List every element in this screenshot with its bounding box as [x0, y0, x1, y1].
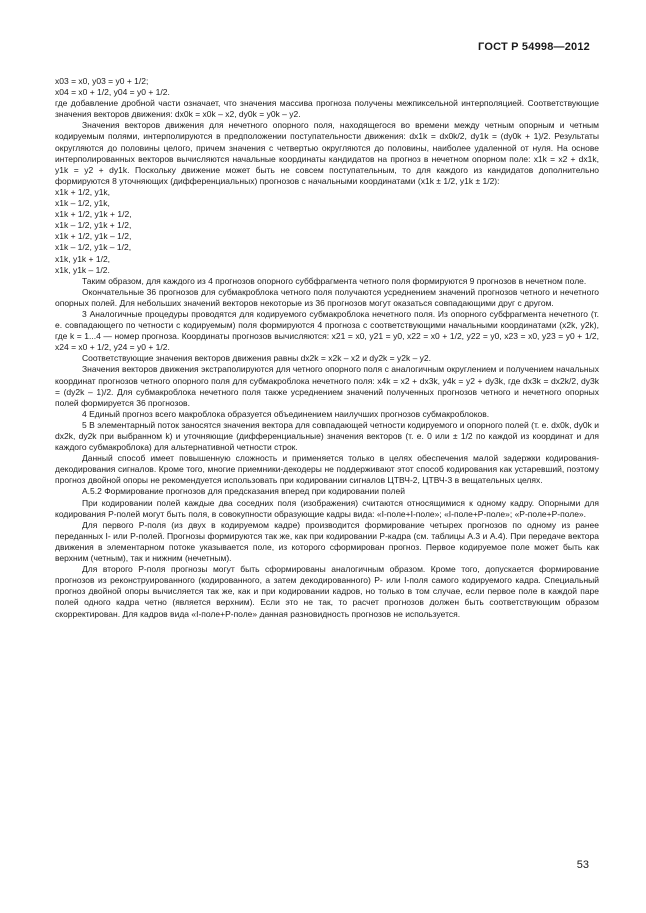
formula-item: x1k + 1/2, y1k, — [55, 186, 111, 197]
paragraph: 5 В элементарный поток заносятся значения вектора для совпадающей четности кодируемого и опорного полей (т. е. dx0k, dy0k и dx2k, dy2k при выбранном k) и уточняющие (дифференциальные) значения векторов (т. е. 0 или ± 1/2 по каждой из координат и для каждого субмакроблока) для альтернативной четности строк. — [55, 419, 599, 453]
section-heading: А.5.2 Формирование прогнозов для предсказания вперед при кодировании полей — [82, 486, 405, 497]
formula-item: x1k, y1k + 1/2, — [55, 253, 111, 264]
paragraph: Окончательные 36 прогнозов для субмакроблока четного поля получаются усреднением значений прогнозов четного и нечетного опорных полей. Для небольших значений векторов некоторые из 36 прогнозов могут оказаться совпадающими друг с другом. — [55, 286, 599, 308]
paragraph: где добавление дробной части означает, что значения массива прогноза получены межпиксельной интерполяцией. Соответствующие значения векторов движения: dx0k = x0k – x2, dy0k = y0k – y2. — [55, 98, 599, 120]
standard-header: ГОСТ Р 54998—2012 — [478, 41, 590, 53]
formula-item: x1k – 1/2, y1k + 1/2, — [55, 220, 132, 231]
paragraph: 4 Единый прогноз всего макроблока образуется объединением наилучших прогнозов субмакроблоков. — [82, 408, 490, 419]
page-number: 53 — [576, 859, 589, 871]
paragraph: Значения векторов движения экстраполируются для четного опорного поля с аналогичным округлением и получением начальных координат прогнозов четного опорного поля для субмакроблока нечетного поля: x4k = x2 + dx3k, y4k = y2 + dy3k, где dx3k = dx2k/2, dy3k = (dy2k – 1)/2. Для субмакроблока нечетного поля также усреднением значений полученных прогнозов четного и нечетного опорных полей формируется 36 прогнозов. — [55, 364, 599, 408]
formula-item: x1k – 1/2, y1k – 1/2, — [55, 242, 132, 253]
paragraph: Таким образом, для каждого из 4 прогнозов опорного суббфрагмента четного поля формируются 9 прогнозов в нечетном поле. — [82, 275, 587, 286]
formula-item: x1k + 1/2, y1k + 1/2, — [55, 209, 132, 220]
paragraph: Для первого P-поля (из двух в кодируемом кадре) производится формирование четырех прогнозов по одному из ранее переданных I- или P-полей. Прогнозы формируются так же, как при кодировании P-кадра (см. таблицы А.3 и А.4). При передаче вектора движения в элементарном потоке указывается поле, из которого сформирован прогноз. Первое кодируемое поле может быть как верхним (четным), так и нижним (нечетным). — [55, 519, 599, 564]
formula-item: x1k, y1k – 1/2. — [55, 264, 110, 275]
formula-item: x1k + 1/2, y1k – 1/2, — [55, 231, 132, 242]
paragraph: Значения векторов движения для нечетного опорного поля, находящегося во времени между четным опорным и четным кодируемым полями, интерполируются в предположении поступательности движения: dx1k = dx0k/2, dy1k = (dy0k + 1)/2. Результаты округляются до половины целого, причем значения с четвертью округляются до половины, наиболее удаленной от нуля. На основе интерполированных векторов вычисляются начальные координаты кандидатов на прогноз в нечетном опорном поле: x1k = x2 + dx1k, y1k = y2 + dy1k. Поскольку движение может быть не совсем поступательным, то для каждого из кандидатов дополнительно формируются 8 уточняющих (дифференциальных) прогнозов с начальными координатами (x1k ± 1/2, y1k ± 1/2): — [55, 120, 599, 186]
paragraph: 3 Аналогичные процедуры проводятся для кодируемого субмакроблока нечетного поля. Из опорного субфрагмента нечетного (т. е. совпадающего по четности с кодируемым) поля формируются 4 прогноза с соответствующими начальными координатами (x2k, y2k), где k = 1...4 — номер прогноза. Координаты прогнозов вычисляются: x21 = x0, y21 = y0, x22 = x0 + 1/2, y22 = y0, x23 = x0, y23 = y0 + 1/2, x24 = x0 + 1/2, y24 = y0 + 1/2. — [55, 308, 599, 353]
paragraph: Для второго P-поля прогнозы могут быть сформированы аналогичным образом. Кроме того, допускается формирование прогнозов из реконструированного (кодированного, а затем декодированного) P- или I-поля самого кодируемого кадра. Специальный прогноз двойной опоры вычисляется так же, как и при кодировании кадров, но только в том случае, если первое поле в каждой паре полей одного кадра четно (является верхним). Если это не так, то расчет прогнозов должен быть соответствующим образом скорректирован. Для кадров вида «I-поле+P-поле» данная разновидность прогнозов не используется. — [55, 564, 599, 619]
paragraph: Данный способ имеет повышенную сложность и применяется только в целях обеспечения малой задержки кодирования-декодирования сигналов. Кроме того, многие приемники-декодеры не поддерживают этот способ кодирования как устаревший, поэтому прогноз двойной опоры не рекомендуется использовать при кодировании сигналов ЦТВЧ-2, ЦТВЧ-3 в вещательных целях. — [55, 453, 599, 486]
formula-item: x1k – 1/2, y1k, — [55, 198, 110, 209]
formula-x03: x03 = x0, y03 = y0 + 1/2; — [55, 76, 149, 86]
page-content — [55, 76, 599, 620]
paragraph: При кодировании полей каждые два соседних поля (изображения) считаются относящимися к одному кадру. Опорными для кодирования P-полей могут быть поля, в совокупности образующие кадры вида: «I-поле+I-поле»; «I-поле+P-поле»; «P-поле+P-поле». — [55, 497, 599, 519]
formula-x04: x04 = x0 + 1/2, y04 = y0 + 1/2. — [55, 87, 170, 98]
paragraph: Соответствующие значения векторов движения равны dx2k = x2k – x2 и dy2k = y2k – y2. — [82, 353, 432, 364]
